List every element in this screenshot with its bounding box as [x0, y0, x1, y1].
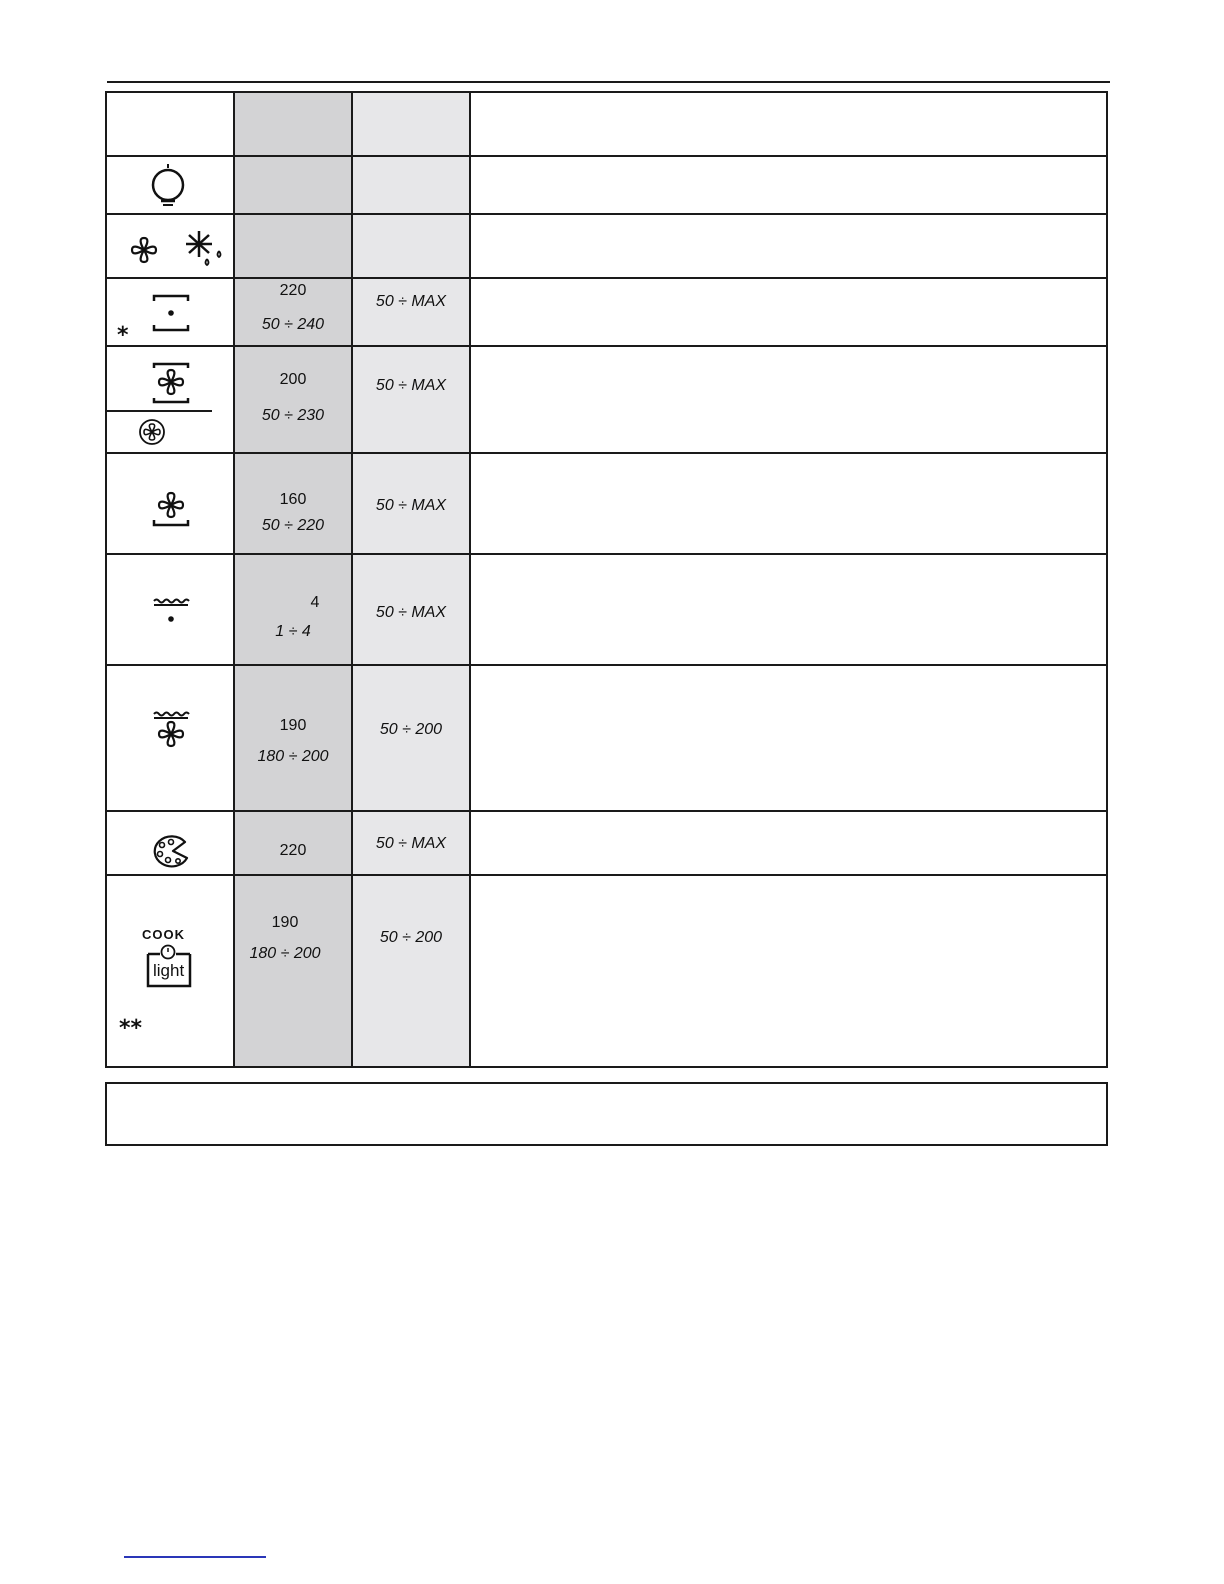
temp-cell	[234, 278, 352, 346]
temp-range: 180 ÷ 200	[257, 748, 329, 765]
grill-icon	[151, 597, 191, 627]
table-row	[106, 665, 1107, 811]
icon-cell	[106, 665, 234, 811]
temp-cell	[234, 156, 352, 214]
desc-cell	[470, 665, 1107, 811]
table-row	[106, 875, 1107, 1067]
default-temp: 220	[279, 842, 307, 859]
range-cell	[352, 811, 470, 875]
table-row	[106, 346, 1107, 453]
fan-circle-icon	[138, 418, 166, 446]
range-cell	[352, 554, 470, 665]
setting-range: 50 ÷ MAX	[375, 377, 447, 394]
default-temp: 220	[279, 282, 307, 299]
fan-grill-icon	[151, 710, 191, 750]
default-temp: 190	[279, 717, 307, 734]
light-label: light	[153, 961, 185, 980]
icon-cell	[106, 811, 234, 875]
setting-range: 50 ÷ MAX	[375, 293, 447, 310]
temp-range: 180 ÷ 200	[249, 945, 321, 962]
icon-cell	[106, 875, 234, 1067]
desc-cell	[470, 346, 1107, 453]
temp-range: 50 ÷ 230	[261, 407, 325, 424]
footnote-marker: **	[119, 1016, 143, 1041]
icon-cell	[106, 346, 234, 453]
setting-range: 50 ÷ MAX	[375, 835, 447, 852]
temp-cell	[234, 665, 352, 811]
icon-cell	[106, 214, 234, 278]
header-desc-cell	[470, 92, 1107, 156]
table-row	[106, 453, 1107, 554]
desc-cell	[470, 554, 1107, 665]
range-cell	[352, 453, 470, 554]
default-temp: 190	[271, 914, 299, 931]
temp-range: 1 ÷ 4	[275, 623, 311, 640]
setting-range: 50 ÷ 200	[379, 929, 443, 946]
default-temp: 200	[279, 371, 307, 388]
header-icon-cell	[106, 92, 234, 156]
temp-range: 50 ÷ 240	[261, 316, 325, 333]
fan-ring-heating-icon	[151, 361, 191, 405]
top-rule	[107, 81, 1110, 83]
range-cell	[352, 346, 470, 453]
cook-label: COOK	[142, 927, 185, 942]
defrost-drops-icon	[183, 229, 225, 269]
icon-cell	[106, 156, 234, 214]
fan-bottom-heating-icon	[151, 490, 191, 528]
footer-link-underline[interactable]	[124, 1556, 266, 1558]
notes-box	[105, 1082, 1108, 1146]
temp-cell	[234, 811, 352, 875]
icon-cell	[106, 453, 234, 554]
table-row	[106, 554, 1107, 665]
defrost-fan-icon	[129, 235, 159, 265]
temp-cell	[234, 875, 352, 1067]
table-row	[106, 811, 1107, 875]
table-row	[106, 214, 1107, 278]
table-row	[106, 278, 1107, 346]
footnote-marker: *	[117, 323, 129, 348]
setting-range: 50 ÷ 200	[379, 721, 443, 738]
oven-light-icon	[147, 163, 189, 209]
conventional-heating-icon	[151, 293, 191, 335]
desc-cell	[470, 453, 1107, 554]
desc-cell	[470, 278, 1107, 346]
desc-cell	[470, 875, 1107, 1067]
range-cell	[352, 278, 470, 346]
desc-cell	[470, 156, 1107, 214]
default-temp: 160	[279, 491, 307, 508]
range-cell	[352, 156, 470, 214]
cook-light-icon	[139, 928, 199, 990]
icon-divider	[107, 410, 212, 412]
setting-range: 50 ÷ MAX	[375, 604, 447, 621]
table-header-row	[106, 92, 1107, 156]
temp-range: 50 ÷ 220	[261, 517, 325, 534]
temp-cell	[234, 214, 352, 278]
desc-cell	[470, 811, 1107, 875]
header-temp-cell	[234, 92, 352, 156]
temp-cell	[234, 554, 352, 665]
oven-functions-table	[105, 91, 1108, 1068]
range-cell	[352, 665, 470, 811]
table-row	[106, 156, 1107, 214]
icon-cell	[106, 554, 234, 665]
default-temp: 4	[310, 594, 320, 611]
header-range-cell	[352, 92, 470, 156]
range-cell	[352, 875, 470, 1067]
pizza-icon	[151, 834, 191, 868]
icon-cell	[106, 278, 234, 346]
temp-cell	[234, 346, 352, 453]
setting-range: 50 ÷ MAX	[375, 497, 447, 514]
temp-cell	[234, 453, 352, 554]
desc-cell	[470, 214, 1107, 278]
range-cell	[352, 214, 470, 278]
